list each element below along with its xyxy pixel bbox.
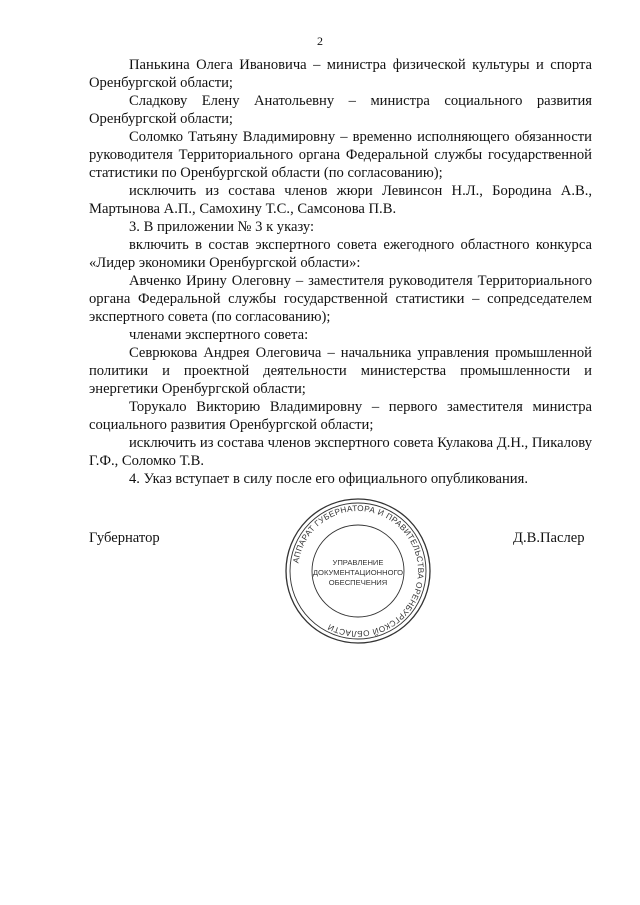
paragraph: исключить из состава членов экспертного совета Кулакова Д.Н., Пикалову Г.Ф., Соломко Т.В. <box>89 435 592 469</box>
page-number: 2 <box>317 34 323 48</box>
paragraph: Авченко Ирину Олеговну – заместителя руководителя Территориального органа Федеральной службы государственной статистики – сопредседателем экспертного совета (по согласованию); <box>89 273 592 325</box>
stamp-ring-text: АППАРАТ ГУБЕРНАТОРА И ПРАВИТЕЛЬСТВА ОРЕНБУРГСКОЙ ОБЛАСТИ <box>291 503 426 639</box>
paragraph: 3. В приложении № 3 к указу: <box>129 219 315 235</box>
paragraph: Торукало Викторию Владимировну – первого заместителя министра социального развития Оренбургской области; <box>89 399 592 433</box>
paragraph: членами экспертного совета: <box>129 327 309 343</box>
paragraph: исключить из состава членов жюри Левинсон Н.Л., Бородина А.В., Мартынова А.П., Самохину Т.С., Самсонова П.В. <box>89 183 592 217</box>
signature-position: Губернатор <box>89 530 160 546</box>
paragraph: включить в состав экспертного совета ежегодного областного конкурса «Лидер экономики Оренбургской области»: <box>89 237 592 271</box>
paragraph: Соломко Татьяну Владимировну – временно исполняющего обязанности руководителя Территориального органа Федеральной службы государственной статистики по Оренбургской области (по согласованию); <box>89 129 592 181</box>
paragraph: Севрюкова Андрея Олеговича – начальника управления промышленной политики и проектной деятельности министерства промышленности и энергетики Оренбургской области; <box>89 345 592 397</box>
stamp-center-line1: УПРАВЛЕНИЕ <box>332 558 384 567</box>
paragraph: Панькина Олега Ивановича – министра физической культуры и спорта Оренбургской области; <box>89 57 592 91</box>
stamp-center-line3: ОБЕСПЕЧЕНИЯ <box>328 578 388 587</box>
document-body <box>89 56 592 488</box>
signature-name: Д.В.Паслер <box>513 530 585 546</box>
paragraph: Сладкову Елену Анатольевну – министра социального развития Оренбургской области; <box>89 93 592 127</box>
official-stamp <box>283 496 433 646</box>
stamp-center-line2: ДОКУМЕНТАЦИОННОГО <box>312 568 404 577</box>
paragraph: 4. Указ вступает в силу после его официального опубликования. <box>129 471 528 487</box>
